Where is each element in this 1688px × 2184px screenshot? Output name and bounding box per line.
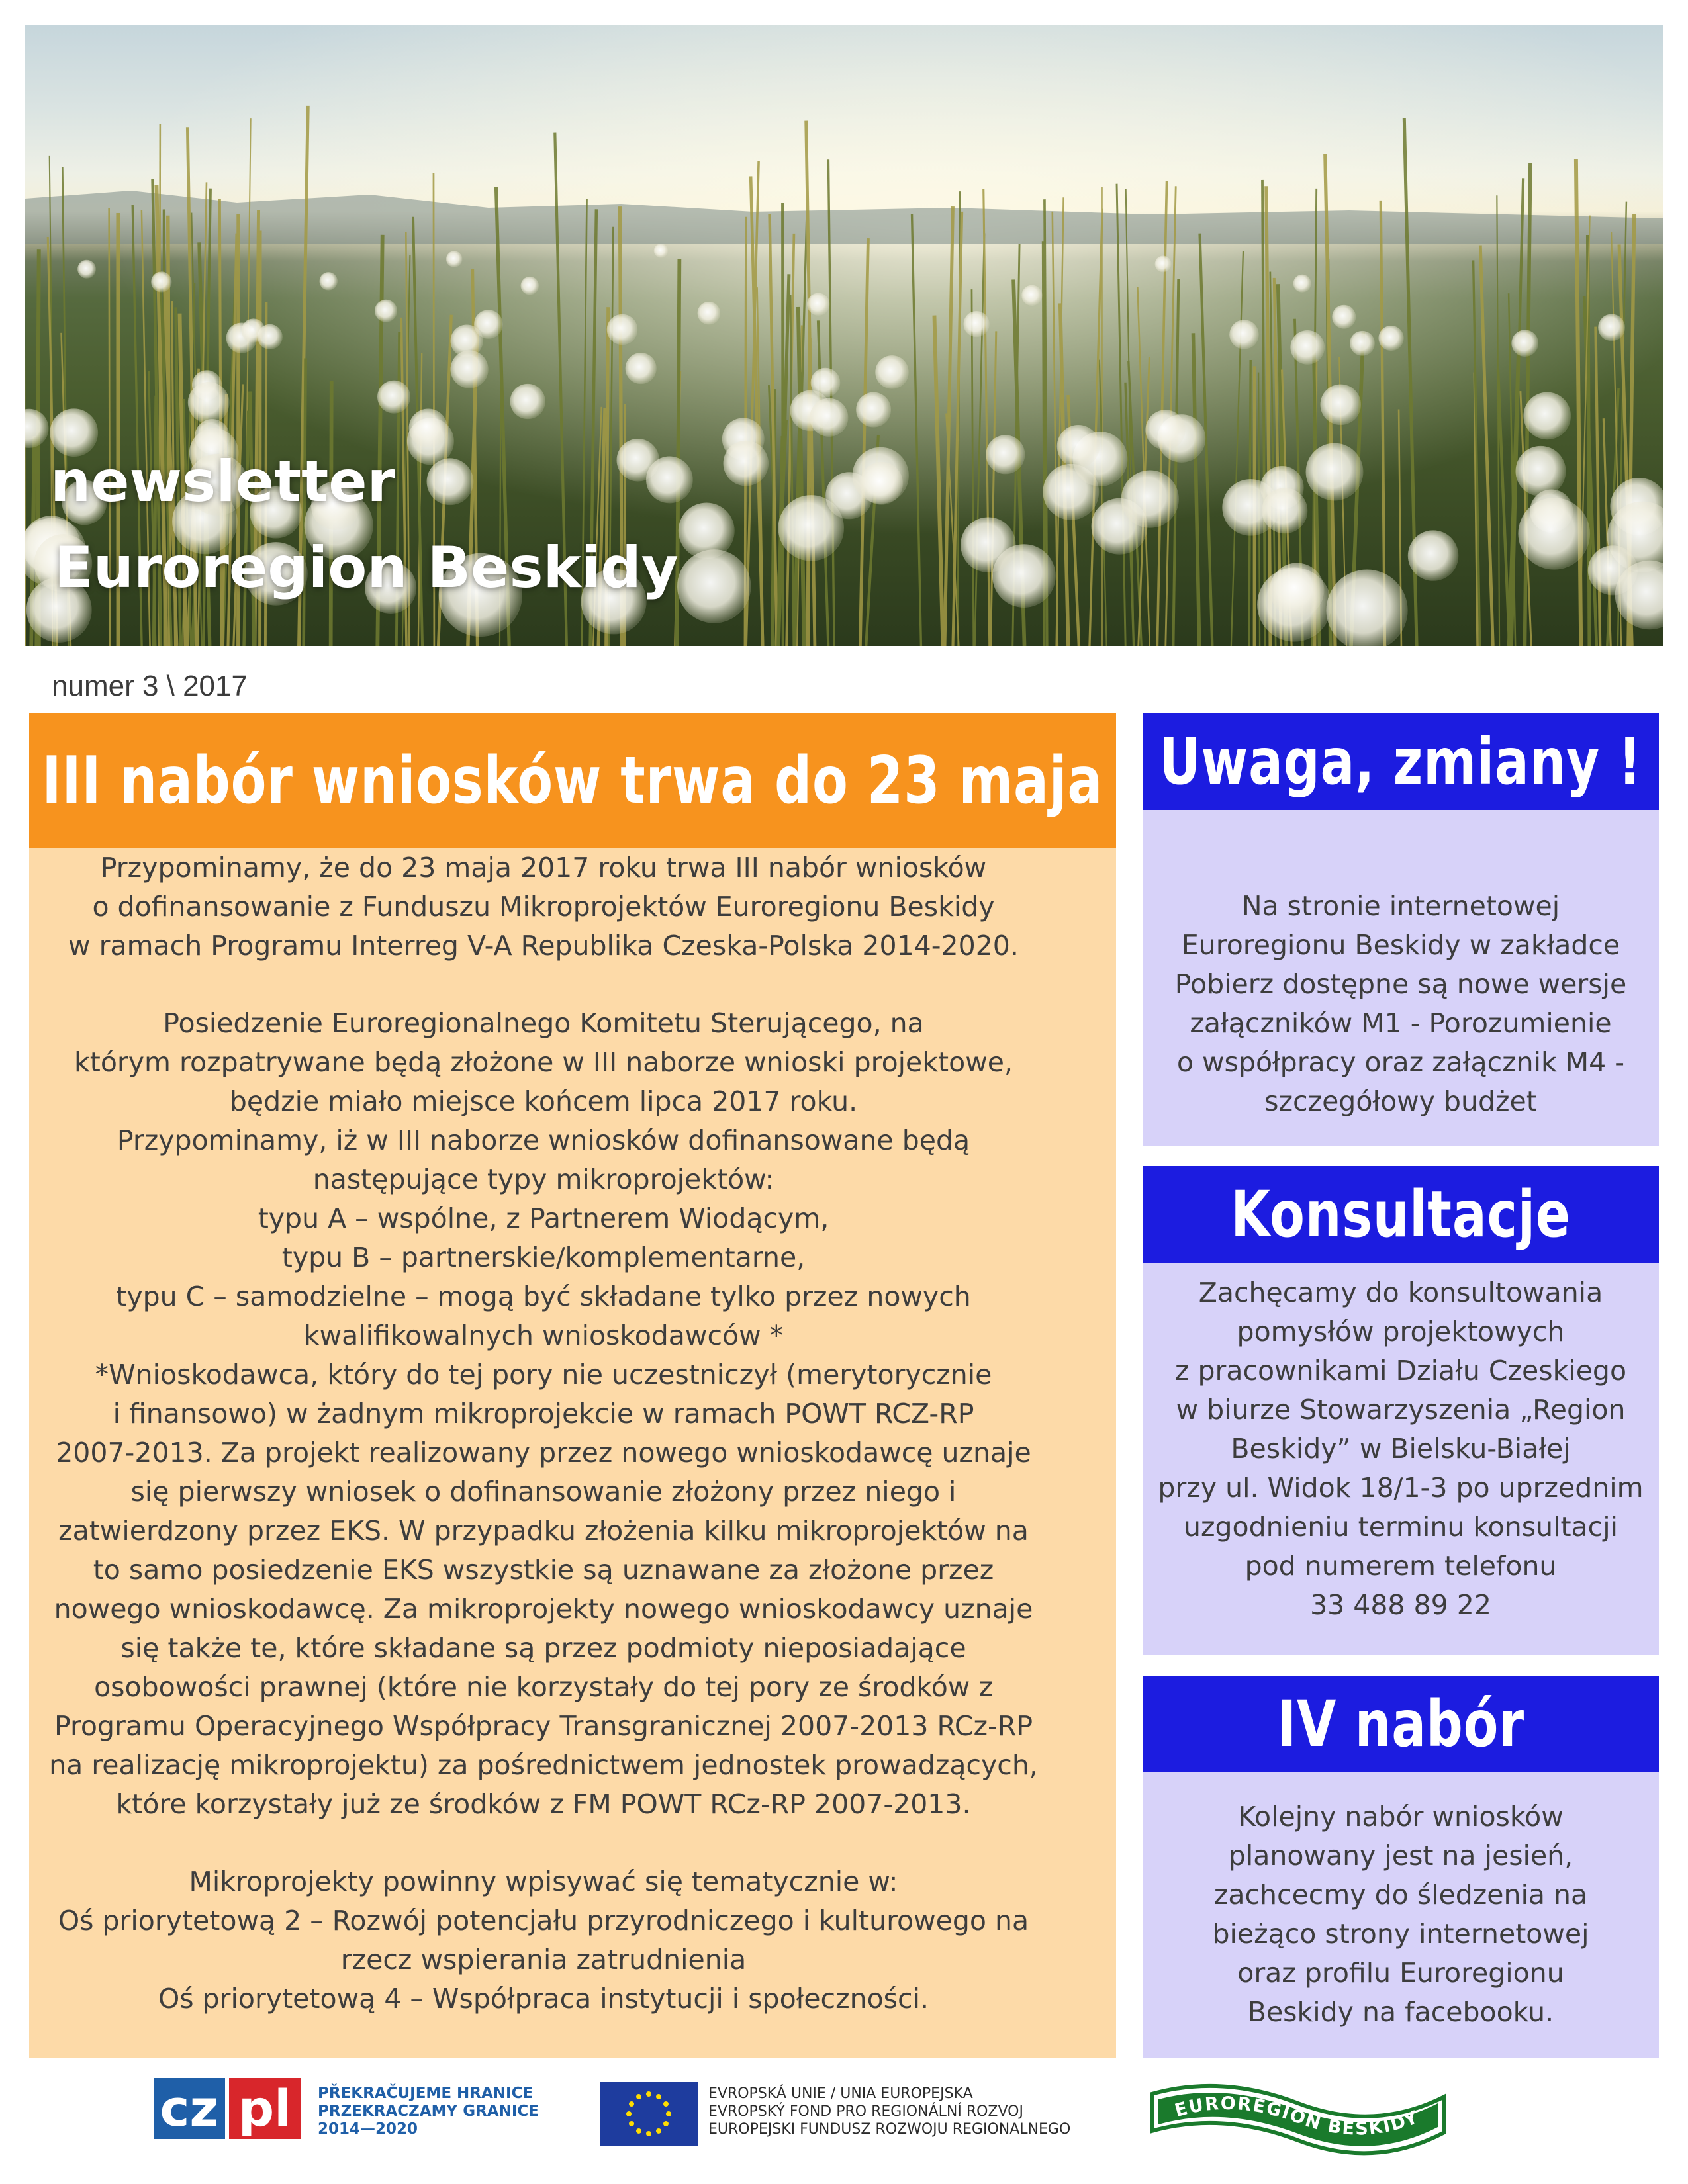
dandelion-puff xyxy=(875,355,908,388)
dandelion-puff xyxy=(451,350,489,388)
text-line: się pierwszy wniosek o dofinansowanie złożony przez niego i xyxy=(130,1476,957,1508)
text-line: Przypominamy, iż w III naborze wniosków dofinansowane będą xyxy=(117,1124,970,1156)
text-line: oraz profilu Euroregionu xyxy=(1237,1957,1564,1989)
text-line: które korzystały już ze środków z FM POWT RCz-RP 2007-2013. xyxy=(116,1788,971,1820)
dandelion-puff xyxy=(607,314,637,345)
grass-stem xyxy=(782,203,783,646)
dandelion-puff xyxy=(1306,443,1364,501)
eu-flag-icon xyxy=(600,2082,698,2146)
text-line: typu B – partnerskie/komplementarne, xyxy=(281,1242,806,1273)
issue-number: numer 3 \ 2017 xyxy=(52,670,248,702)
next-call-heading: IV nabór xyxy=(1277,1687,1524,1761)
eu-star xyxy=(646,2091,651,2097)
text-line: następujące typy mikroprojektów: xyxy=(312,1163,774,1195)
dandelion-puff xyxy=(1155,256,1172,273)
text-line: załączników M1 - Porozumienie xyxy=(1190,1007,1612,1039)
text-line: którym rozpatrywane będą złożone w III naborze wnioski projektowe, xyxy=(74,1046,1013,1078)
dandelion-puff xyxy=(409,408,448,447)
dandelion-puff xyxy=(377,381,410,414)
consultations-body xyxy=(1143,1273,1659,1625)
text-line: zatwierdzony przez EKS. W przypadku złożenia kilku mikroprojektów na xyxy=(58,1515,1029,1547)
next-call-body xyxy=(1143,1797,1659,2032)
text-line: uzgodnieniu terminu konsultacji xyxy=(1183,1511,1618,1543)
dandelion-puff xyxy=(698,302,720,324)
dandelion-puff xyxy=(1350,331,1375,356)
text-line: się także te, które składane są przez podmioty nieposiadające xyxy=(120,1632,966,1664)
dandelion-puff xyxy=(1515,446,1566,496)
hero-banner xyxy=(25,25,1663,646)
dandelion-puff xyxy=(1290,330,1325,365)
text-line: Zachęcamy do konsultowania xyxy=(1198,1277,1603,1308)
dandelion-puff xyxy=(1229,320,1258,349)
dandelion-puff xyxy=(654,244,668,257)
euroregion-beskidy-logo xyxy=(1143,2077,1454,2156)
dandelion-puff xyxy=(724,441,769,486)
text-line: szczegółowy budżet xyxy=(1264,1085,1537,1117)
eu-line: EUROPEJSKI FUNDUSZ ROZWOJU REGIONALNEGO xyxy=(708,2121,1071,2138)
text-line: z pracownikami Działu Czeskiego xyxy=(1174,1355,1627,1387)
next-call-panel xyxy=(1143,1676,1659,2058)
consultations-panel xyxy=(1143,1166,1659,1655)
text-line: Oś priorytetową 4 – Współpraca instytucji i społeczności. xyxy=(158,1983,929,2015)
dandelion-puff xyxy=(1378,326,1403,351)
eu-line: EVROPSKÝ FOND PRO REGIONÁLNÍ ROZVOJ xyxy=(708,2103,1023,2120)
text-line: *Wnioskodawca, który do tej pory nie uczestniczył (merytorycznie xyxy=(95,1359,992,1390)
dandelion-puff xyxy=(1021,285,1042,306)
text-line: Kolejny nabór wniosków xyxy=(1238,1801,1564,1833)
text-line: Pobierz dostępne są nowe wersje xyxy=(1174,968,1627,1000)
euroregion-logo-text: EUROREGION BESKIDY xyxy=(1172,2093,1422,2140)
text-line: planowany jest na jesień, xyxy=(1228,1840,1573,1872)
eu-star xyxy=(636,2128,641,2134)
text-line: Mikroprojekty powinny wpisywać się tematycznie w: xyxy=(189,1866,898,1897)
dandelion-puff xyxy=(1332,305,1356,329)
dandelion-puff xyxy=(188,382,230,424)
dandelion-puff xyxy=(446,251,462,267)
dandelion-puff xyxy=(677,549,751,623)
dandelion-puff xyxy=(474,310,503,339)
czpl-cz-mark: cz xyxy=(154,2078,225,2139)
changes-panel xyxy=(1143,713,1659,1146)
dandelion-puff xyxy=(1511,330,1538,357)
eu-star xyxy=(629,2121,634,2126)
dandelion-puff xyxy=(242,318,265,342)
text-line: 33 488 89 22 xyxy=(1310,1589,1491,1621)
dandelion-puff xyxy=(1121,471,1179,528)
dandelion-puff xyxy=(1518,498,1590,570)
dandelion-puff xyxy=(510,384,545,419)
dandelion-puff xyxy=(856,392,891,428)
eu-star xyxy=(629,2101,634,2107)
text-line: Beskidy na facebooku. xyxy=(1247,1996,1554,2028)
newsletter-subtitle: Euroregion Beskidy xyxy=(54,535,679,601)
text-line: o dofinansowanie z Funduszu Mikroprojektów Euroregionu Beskidy xyxy=(92,891,995,923)
dandelion-puff xyxy=(1262,488,1307,533)
dandelion-puff xyxy=(1408,530,1458,580)
dandelion-puff xyxy=(1598,314,1625,341)
paragraph-gap xyxy=(13,966,1074,1004)
eu-star xyxy=(636,2094,641,2099)
czpl-pl-mark: pl xyxy=(229,2078,301,2139)
dandelion-puff xyxy=(151,271,171,292)
dandelion-puff xyxy=(1057,425,1100,468)
czpl-logo-text xyxy=(318,2085,539,2138)
text-line: pod numerem telefonu xyxy=(1244,1550,1557,1582)
consultations-heading: Konsultacje xyxy=(1231,1177,1571,1251)
text-line: osobowości prawnej (które nie korzystały do tej pory ze środków z xyxy=(94,1671,993,1703)
text-line: Oś priorytetową 2 – Rozwój potencjału przyrodniczego i kulturowego na xyxy=(58,1905,1029,1936)
czpl-logo xyxy=(154,2078,310,2139)
eu-star xyxy=(656,2128,661,2134)
text-line: Na stronie internetowej xyxy=(1241,890,1560,922)
dandelion-puff xyxy=(521,277,539,295)
text-line: zachcecmy do śledzenia na xyxy=(1213,1879,1588,1911)
main-article-heading-bar xyxy=(29,713,1116,848)
dandelion-puff xyxy=(646,457,693,504)
eu-star xyxy=(626,2111,632,2116)
dandelion-puff xyxy=(1145,410,1185,449)
dandelion-puff xyxy=(427,458,474,505)
dandelion-puff xyxy=(807,293,829,316)
dandelion-puff xyxy=(1523,392,1571,440)
dandelion-puff xyxy=(986,435,1025,474)
dandelion-puff xyxy=(964,311,990,337)
text-line: Programu Operacyjnego Współpracy Transgranicznej 2007-2013 RCz-RP xyxy=(54,1710,1033,1742)
text-line: Euroregionu Beskidy w zakładce xyxy=(1181,929,1620,961)
text-line: na realizację mikroprojektu) za pośrednictwem jednostek prowadzących, xyxy=(49,1749,1038,1781)
paragraph-gap xyxy=(13,1824,1074,1862)
eu-star xyxy=(666,2111,671,2116)
czpl-line: 2014—2020 xyxy=(318,2120,418,2138)
changes-heading: Uwaga, zmiany ! xyxy=(1159,725,1642,799)
text-line: to samo posiedzenie EKS wszystkie są uznawane za złożone przez xyxy=(93,1554,994,1586)
text-line: typu C – samodzielne – mogą być składane tylko przez nowych xyxy=(116,1281,971,1312)
eu-star xyxy=(646,2131,651,2136)
czpl-line: PŘEKRAČUJEME HRANICE xyxy=(318,2085,534,2102)
text-line: przy ul. Widok 18/1-3 po uprzednim xyxy=(1158,1472,1644,1504)
text-line: Beskidy” w Bielsku-Białej xyxy=(1231,1433,1571,1465)
dandelion-puff xyxy=(375,300,397,322)
main-article-heading: III nabór wniosków trwa do 23 maja xyxy=(42,743,1103,819)
dandelion-puff xyxy=(1321,385,1362,426)
dandelion-puff xyxy=(811,368,841,398)
dandelion-puff xyxy=(626,353,657,384)
eu-star xyxy=(663,2121,669,2126)
eu-star xyxy=(656,2094,661,2099)
dandelion-puff xyxy=(860,462,903,505)
text-line: o współpracy oraz załącznik M4 - xyxy=(1176,1046,1625,1078)
eu-line: EVROPSKÁ UNIE / UNIA EUROPEJSKA xyxy=(708,2085,973,2102)
main-article-body xyxy=(13,848,1074,2019)
text-line: i finansowo) w żadnym mikroprojekcie w ramach POWT RCZ-RP xyxy=(113,1398,974,1430)
newsletter-title: newsletter xyxy=(50,449,395,515)
text-line: rzecz wspierania zatrudnienia xyxy=(340,1944,747,1976)
text-line: będzie miało miejsce końcem lipca 2017 roku. xyxy=(229,1085,858,1117)
dandelion-puff xyxy=(810,398,848,437)
consultations-heading-bar xyxy=(1143,1166,1659,1263)
eu-star xyxy=(663,2101,669,2107)
dandelion-puff xyxy=(961,517,1015,572)
text-line: w biurze Stowarzyszenia „Region xyxy=(1176,1394,1626,1426)
changes-body xyxy=(1143,887,1659,1121)
czpl-line: PRZEKRACZAMY GRANICE xyxy=(318,2103,539,2120)
dandelion-puff xyxy=(77,260,96,279)
text-line: Przypominamy, że do 23 maja 2017 roku trwa III nabór wniosków xyxy=(100,852,987,884)
eu-logo-text xyxy=(708,2085,1070,2138)
text-line: bieżąco strony internetowej xyxy=(1212,1918,1589,1950)
text-line: w ramach Programu Interreg V-A Republika Czeska-Polska 2014-2020. xyxy=(68,930,1019,962)
text-line: 2007-2013. Za projekt realizowany przez nowego wnioskodawcę uznaje xyxy=(56,1437,1031,1469)
text-line: kwalifikowalnych wnioskodawców * xyxy=(303,1320,784,1351)
text-line: Posiedzenie Euroregionalnego Komitetu Sterującego, na xyxy=(163,1007,924,1039)
dandelion-puff xyxy=(1293,275,1311,293)
text-line: typu A – wspólne, z Partnerem Wiodącym, xyxy=(258,1203,829,1234)
dandelion-puff xyxy=(320,272,338,290)
next-call-heading-bar xyxy=(1143,1676,1659,1772)
dandelion-puff xyxy=(1270,563,1324,617)
text-line: pomysłów projektowych xyxy=(1237,1316,1565,1347)
changes-heading-bar xyxy=(1143,713,1659,810)
text-line: nowego wnioskodawcę. Za mikroprojekty nowego wnioskodawcy uznaje xyxy=(54,1593,1033,1625)
